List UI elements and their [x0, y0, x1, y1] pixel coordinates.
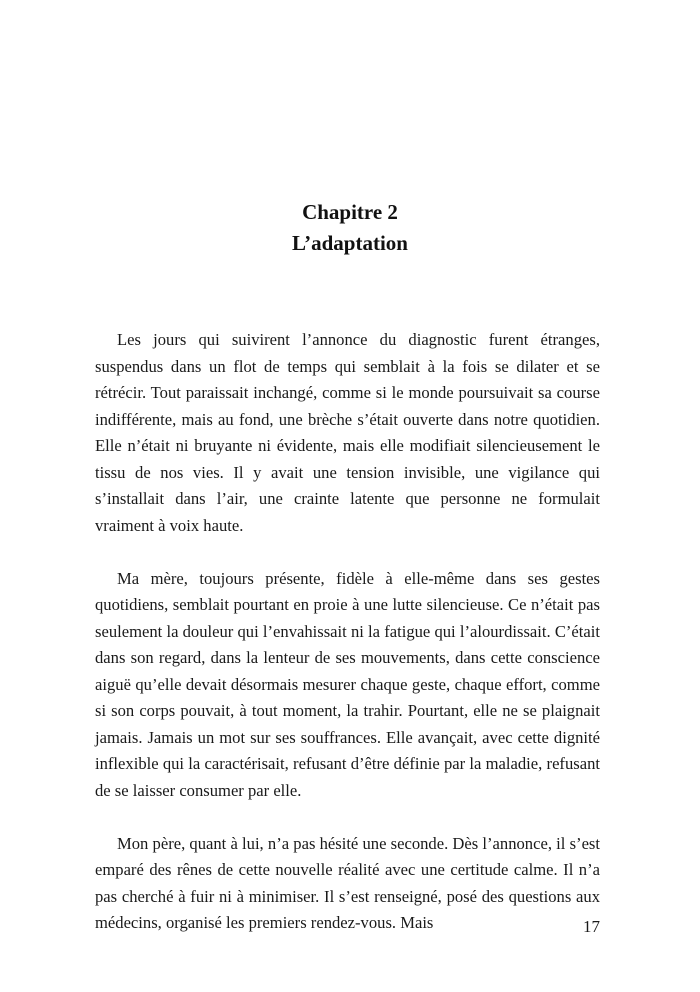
- paragraph: Mon père, quant à lui, n’a pas hésité une seconde. Dès l’annonce, il s’est emparé des rênes de cette nouvelle réalité avec une certitude calme. Il n’a pas cherché à fuir ni à minimiser. Il s’est renseigné, posé des questions aux médecins, organisé les premiers rendez-vous. Mais: [95, 833, 600, 932]
- paragraph: Les jours qui suivirent l’annonce du diagnostic furent étranges, suspendus dans un flot de temps qui semblait à la fois se dilater et se rétrécir. Tout paraissait inchangé, comme si le monde poursuivait sa course indifférente, mais au fond, une brèche s’était ouverte dans notre quotidien. Elle n’était ni bruyante ni évidente, mais elle modifiait silencieusement le tissu de nos vies. Il y avait une tension invisible, une vigilance qui s’installait dans l’air, une crainte latente que personne ne formulait vraiment à voix haute.: [95, 330, 600, 535]
- paragraph: Ma mère, toujours présente, fidèle à elle-même dans ses gestes quotidiens, semblait pourtant en proie à une lutte silencieuse. Ce n’était pas seulement la douleur qui l’envahissait ni la fatigue qui l’alourdissait. C’était dans son regard, dans la lenteur de ses mouvements, dans cette conscience aiguë qu’elle devait désormais mesurer chaque geste, chaque effort, comme si son corps pouvait, à tout moment, la trahir. Pourtant, elle ne se plaignait jamais. Jamais un mot sur ses souffrances. Elle avançait, avec cette dignité inflexible qui la caractérisait, refusant d’être définie par la maladie, refusant de se laisser consumer par elle.: [95, 568, 600, 800]
- page-number: 17: [583, 917, 600, 936]
- chapter-header: [0, 197, 700, 259]
- chapter-title: L’adaptation: [292, 231, 408, 255]
- chapter-number: Chapitre 2: [302, 200, 398, 224]
- chapter-body: [95, 327, 600, 937]
